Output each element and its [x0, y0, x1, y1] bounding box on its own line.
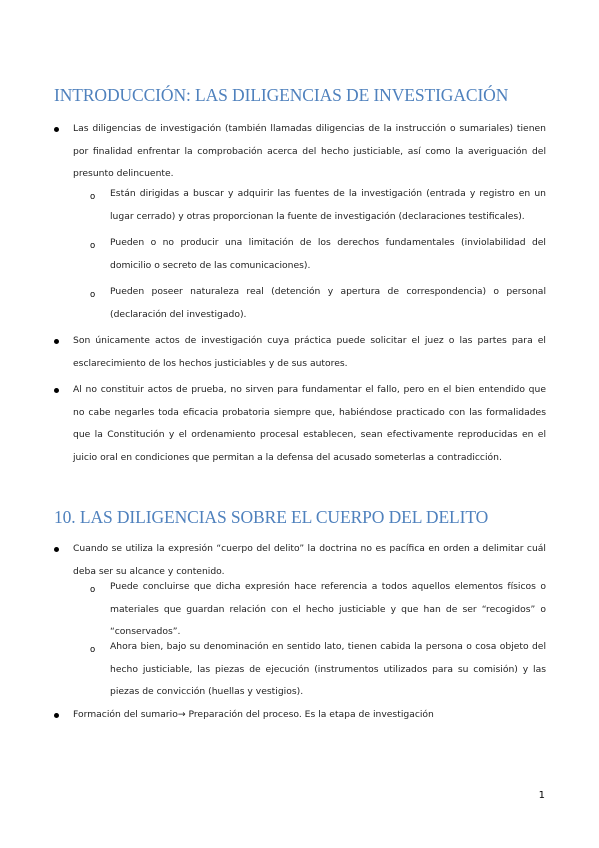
sub-bullet-marker: o	[90, 192, 96, 202]
paragraph-sub-bullet: Ahora bien, bajo su denominación en sentido lato, tienen cabida la persona o cosa objeto del hecho justiciable, las piezas de ejecución (instrumentos utilizados para su comisión) y las piezas de convicción (huellas y vestigios).	[110, 641, 546, 697]
bullet-dot	[54, 547, 59, 552]
paragraph-bullet: Las diligencias de investigación (también llamadas diligencias de la instrucción o sumariales) tienen por finalidad enfrentar la comprobación acerca del hecho justiciable, así como la averiguación del presunto delincuente.	[73, 123, 546, 179]
sub-bullet-marker: o	[90, 241, 96, 251]
section-heading-introduccion: INTRODUCCIÓN: LAS DILIGENCIAS DE INVESTIGACIÓN	[54, 85, 509, 105]
paragraph-bullet: Son únicamente actos de investigación cuya práctica puede solicitar el juez o las partes para el esclarecimiento de los hechos justiciables y de sus autores.	[73, 335, 546, 369]
paragraph-sub-bullet: Están dirigidas a buscar y adquirir las fuentes de la investigación (entrada y registro en un lugar cerrado) y otras proporcionan la fuente de investigación (declaraciones testificales).	[110, 188, 546, 222]
paragraph-bullet: Al no constituir actos de prueba, no sirven para fundamentar el fallo, pero en el bien entendido que no cabe negarles toda eficacia probatoria siempre que, habiéndose practicado con las formalidades que la Constitución y el ordenamiento procesal establecen, sean efectivamente reproducidas en el juicio oral en condiciones que permitan a la defensa del acusado someterlas a contradicción.	[73, 384, 546, 463]
sub-bullet-marker: o	[90, 585, 96, 595]
bullet-dot	[54, 339, 59, 344]
page-number: 1	[538, 790, 545, 801]
paragraph-bullet: Formación del sumario→ Preparación del proceso. Es la etapa de investigación	[73, 709, 434, 720]
bullet-dot	[54, 713, 59, 718]
bullet-dot	[54, 127, 59, 132]
bullet-dot	[54, 388, 59, 393]
paragraph-bullet: Cuando se utiliza la expresión “cuerpo del delito” la doctrina no es pacífica en orden a delimitar cuál deba ser su alcance y contenido.	[73, 543, 546, 577]
sub-bullet-marker: o	[90, 290, 96, 300]
section-heading-cuerpo-del-delito: 10. LAS DILIGENCIAS SOBRE EL CUERPO DEL DELITO	[54, 507, 489, 527]
sub-bullet-marker: o	[90, 645, 96, 655]
paragraph-sub-bullet: Pueden poseer naturaleza real (detención y apertura de correspondencia) o personal (declaración del investigado).	[110, 286, 546, 320]
paragraph-sub-bullet: Puede concluirse que dicha expresión hace referencia a todos aquellos elementos físicos o materiales que guardan relación con el hecho justiciable y que han de ser “recogidos” o “conservados”.	[110, 581, 546, 637]
paragraph-sub-bullet: Pueden o no producir una limitación de los derechos fundamentales (inviolabilidad del domicilio o secreto de las comunicaciones).	[110, 237, 546, 271]
